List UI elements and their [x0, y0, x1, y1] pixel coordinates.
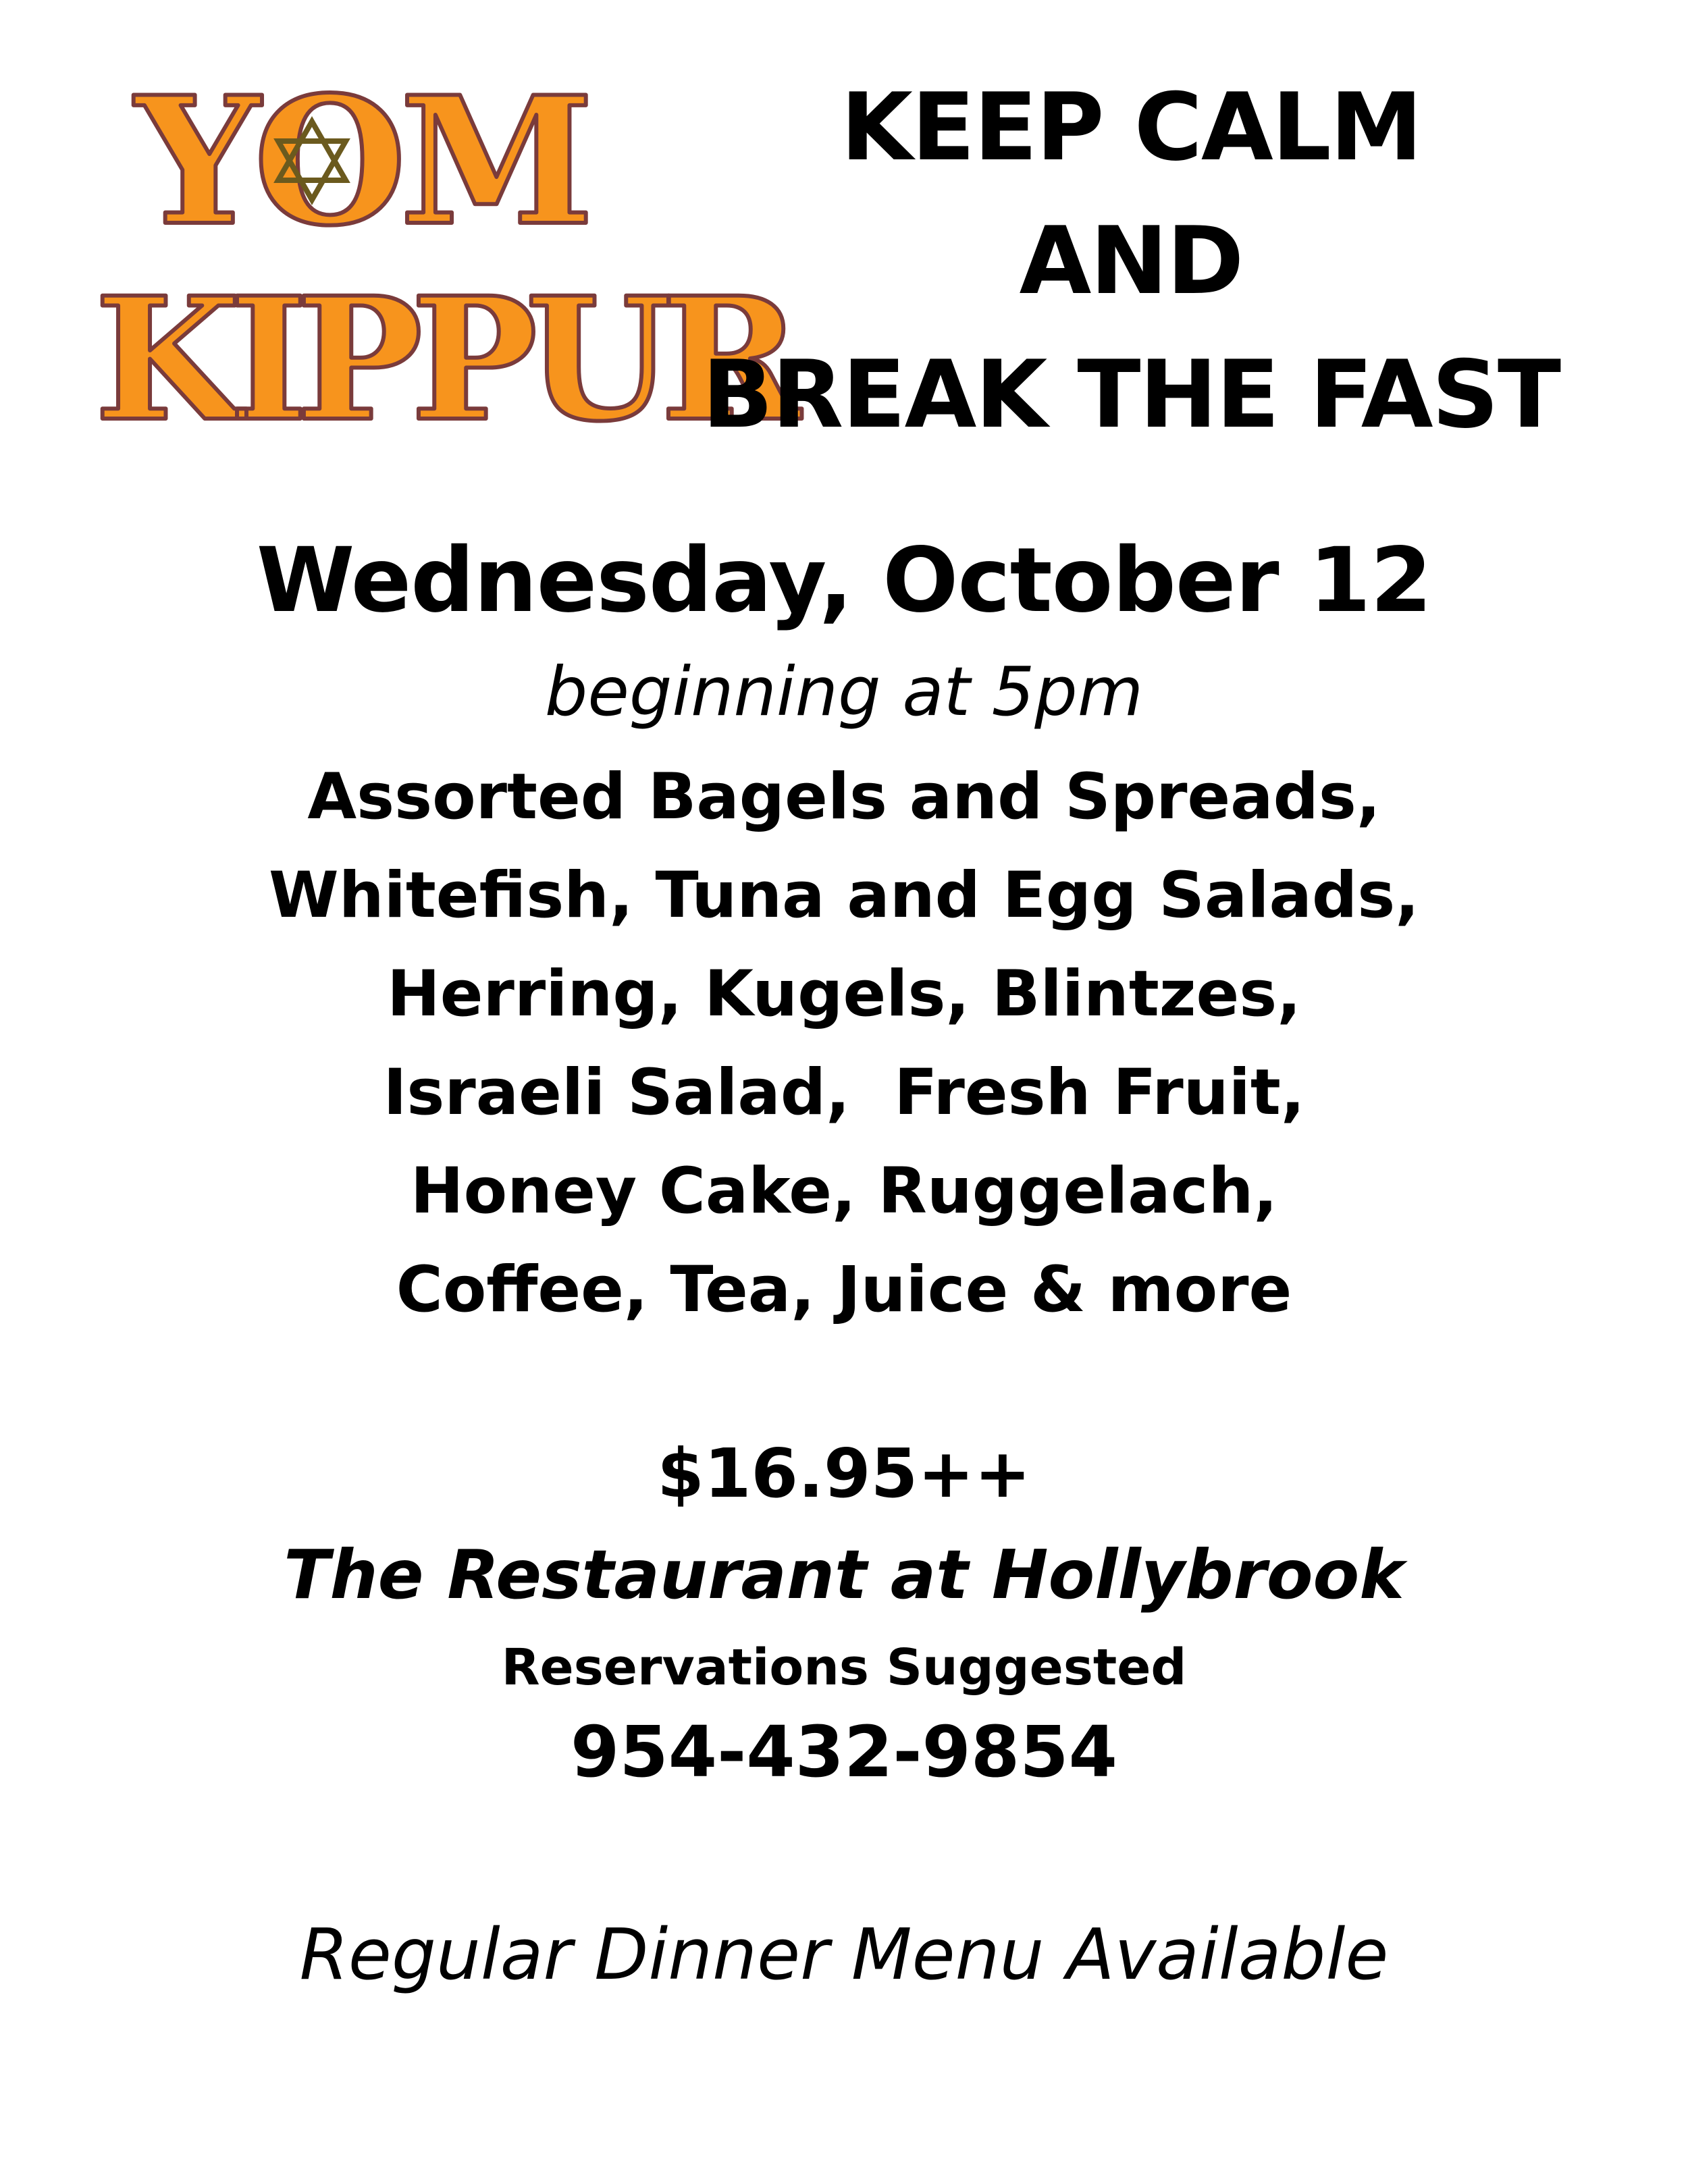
yom-kippur-logo — [95, 54, 789, 459]
menu-item: Whitefish, Tuna and Egg Salads, — [269, 859, 1419, 932]
headline-line3: BREAK THE FAST — [702, 340, 1560, 449]
menu-item: Honey Cake, Ruggelach, — [410, 1154, 1278, 1228]
reservations-note: Reservations Suggested — [501, 1639, 1187, 1697]
menu-list — [0, 748, 1688, 1339]
headline-line1: KEEP CALM — [841, 73, 1421, 182]
logo-line1: YOM — [135, 59, 587, 265]
menu-item: Coffee, Tea, Juice & more — [396, 1253, 1292, 1327]
phone-number: 954-432-9854 — [571, 1711, 1117, 1793]
footer-note: Regular Dinner Menu Available — [299, 1913, 1389, 1996]
price: $16.95++ — [657, 1434, 1031, 1513]
logo-line2: KIPPUR — [95, 260, 789, 458]
headline — [695, 61, 1566, 462]
event-time: beginning at 5pm — [544, 652, 1144, 731]
menu-item: Herring, Kugels, Blintzes, — [387, 957, 1301, 1031]
venue-name: The Restaurant at Hollybrook — [284, 1535, 1404, 1614]
headline-line2: AND — [1019, 207, 1243, 315]
menu-item: Israeli Salad, Fresh Fruit, — [383, 1056, 1305, 1129]
menu-item: Assorted Bagels and Spreads, — [307, 760, 1381, 834]
event-date: Wednesday, October 12 — [256, 529, 1432, 633]
